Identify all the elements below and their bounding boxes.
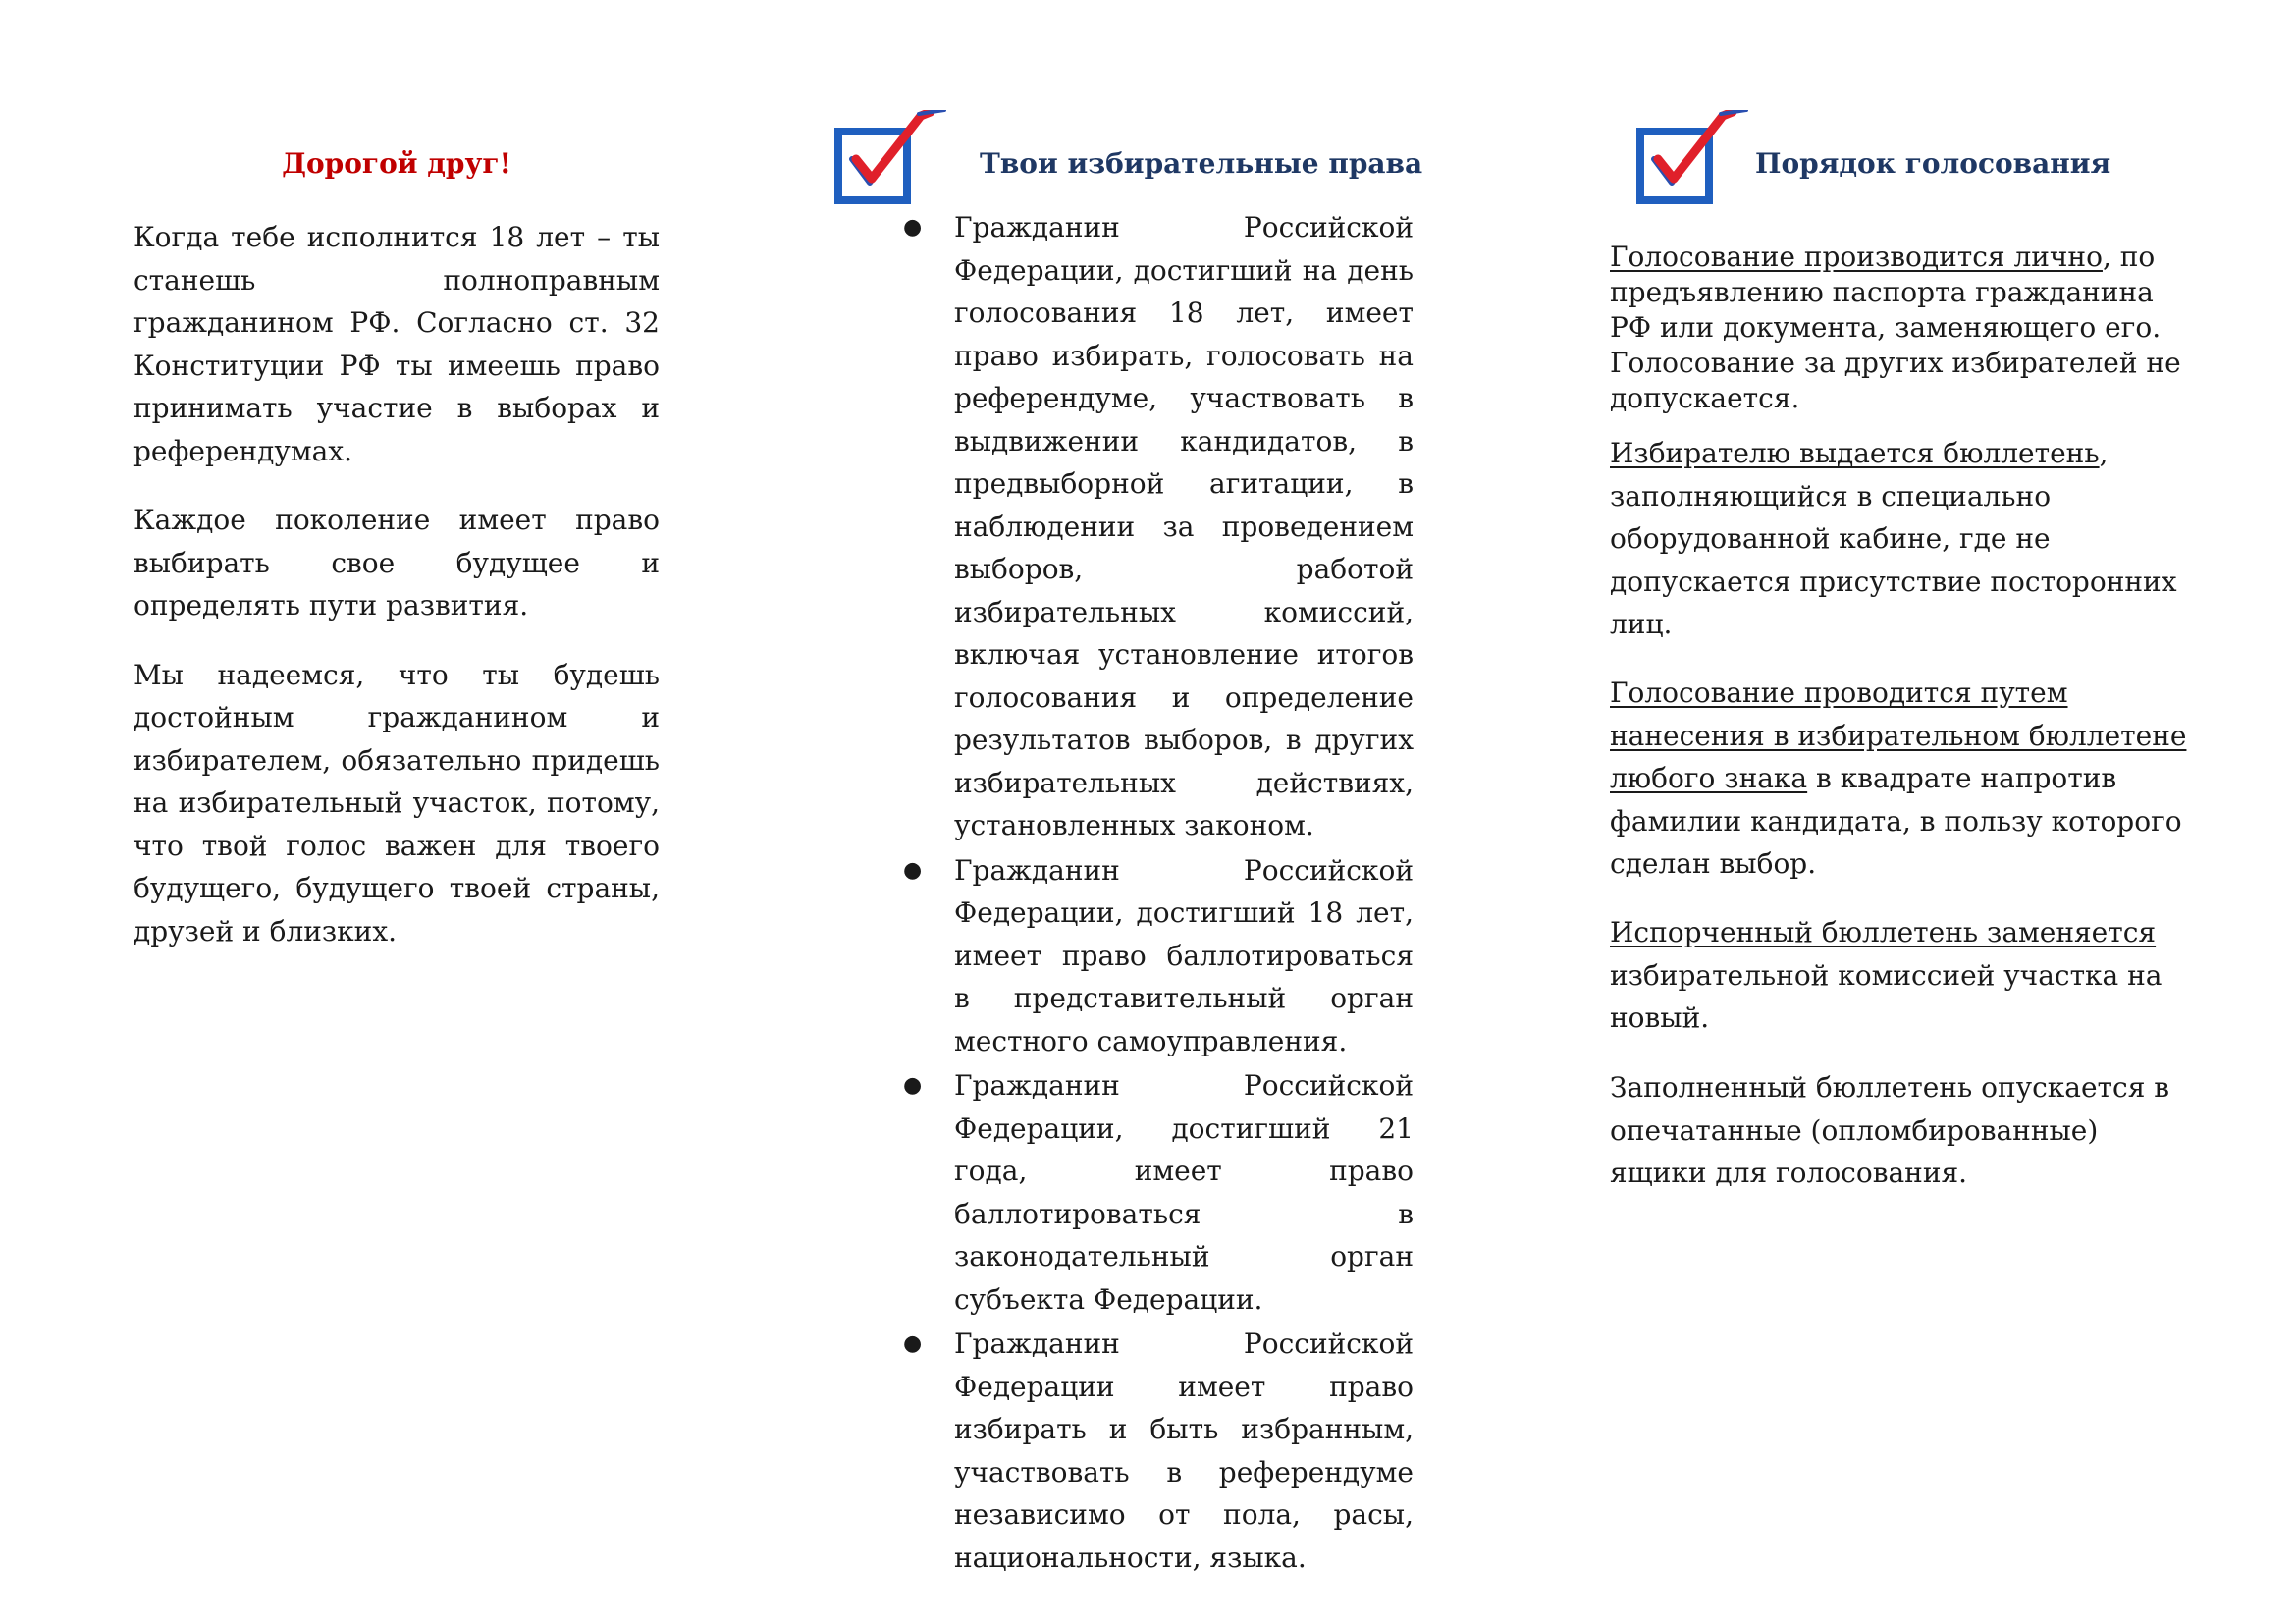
voting-paragraph-5: Заполненный бюллетень опускается в опечатанные (опломбированные) ящики для голосования. — [1610, 1071, 2170, 1189]
rights-list — [834, 206, 1414, 1581]
rights-item-4: Гражданин Российской Федерации имеет право избирать и быть избранным, участвовать в референдуме независимо от пола, расы, национальности, языка. — [954, 1327, 1414, 1574]
voting-paragraph-4-underlined: Испорченный бюллетень заменяется — [1610, 916, 2157, 948]
voting-paragraph-3-text: в квадрате напротив фамилии кандидата, в пользу которого сделан выбор. — [1610, 762, 2182, 880]
voting-paragraph-4 — [1610, 911, 2189, 1040]
bullet-icon: ● — [903, 1073, 923, 1098]
left-paragraph-1: Когда тебе исполнится 18 лет – ты станешь полноправным гражданином РФ. Согласно ст. 32 Конституции РФ ты имеешь право принимать участие в выборах и референдумах. — [133, 221, 660, 467]
left-paragraph-2: Каждое поколение имеет право выбирать свое будущее и определять пути развития. — [133, 504, 660, 622]
list-item — [834, 1323, 1414, 1579]
checkmark-ballot-icon — [834, 110, 956, 210]
list-item — [834, 206, 1414, 847]
bullet-icon: ● — [903, 215, 923, 240]
bullet-icon: ● — [903, 857, 923, 883]
left-paragraph-3: Мы надеемся, что ты будешь достойным гражданином и избирателем, обязательно придешь на избирательный участок, потому, что твой голос важен для твоего будущего, будущего твоей страны, друзей и близких. — [133, 658, 660, 947]
voting-paragraph-2-underlined: Избирателю выдается бюллетень — [1610, 437, 2100, 469]
rights-item-2: Гражданин Российской Федерации, достигший 18 лет, имеет право баллотироваться в представительный орган местного самоуправления. — [954, 853, 1414, 1057]
voting-paragraph-2 — [1610, 432, 2189, 646]
middle-title: Твои избирательные права — [980, 147, 1423, 180]
bullet-icon: ● — [903, 1331, 923, 1356]
list-item — [834, 849, 1414, 1063]
voting-paragraph-3-underlined: Голосование проводится путем нанесения в избирательном бюллетене любого знака — [1610, 677, 2187, 794]
voting-paragraph-1 — [1610, 240, 2189, 416]
checkmark-ballot-icon — [1636, 110, 1758, 210]
voting-paragraph-4-text: избирательной комиссией участка на новый. — [1610, 958, 2163, 1034]
list-item — [834, 1064, 1414, 1321]
voting-paragraph-1-underlined: Голосование производится лично — [1610, 241, 2103, 273]
rights-item-1: Гражданин Российской Федерации, достигший на день голосования 18 лет, имеет право избирать, голосовать на референдуме, участвовать в выдвижении кандидатов, в предвыборной агитации, в наблюдении за проведением выборов, работой избирательных комиссий, включая установление итогов голосования и определение результатов выборов, в других избирательных действиях, установленных законом. — [954, 211, 1414, 841]
voting-paragraph-3 — [1610, 672, 2189, 886]
left-title: Дорогой друг! — [282, 147, 511, 180]
voting-paragraph-1-text: , по предъявлению паспорта гражданина РФ или документа, заменяющего его. Голосование за других избирателей не допускается. — [1610, 241, 2181, 414]
rights-item-3: Гражданин Российской Федерации, достигший 21 года, имеет право баллотироваться в законодательный орган субъекта Федерации. — [954, 1069, 1414, 1316]
right-title: Порядок голосования — [1755, 147, 2111, 180]
voting-paragraph-2-text: , заполняющийся в специально оборудованной кабине, где не допускается присутствие посторонних лиц. — [1610, 437, 2177, 640]
left-body — [133, 216, 660, 979]
